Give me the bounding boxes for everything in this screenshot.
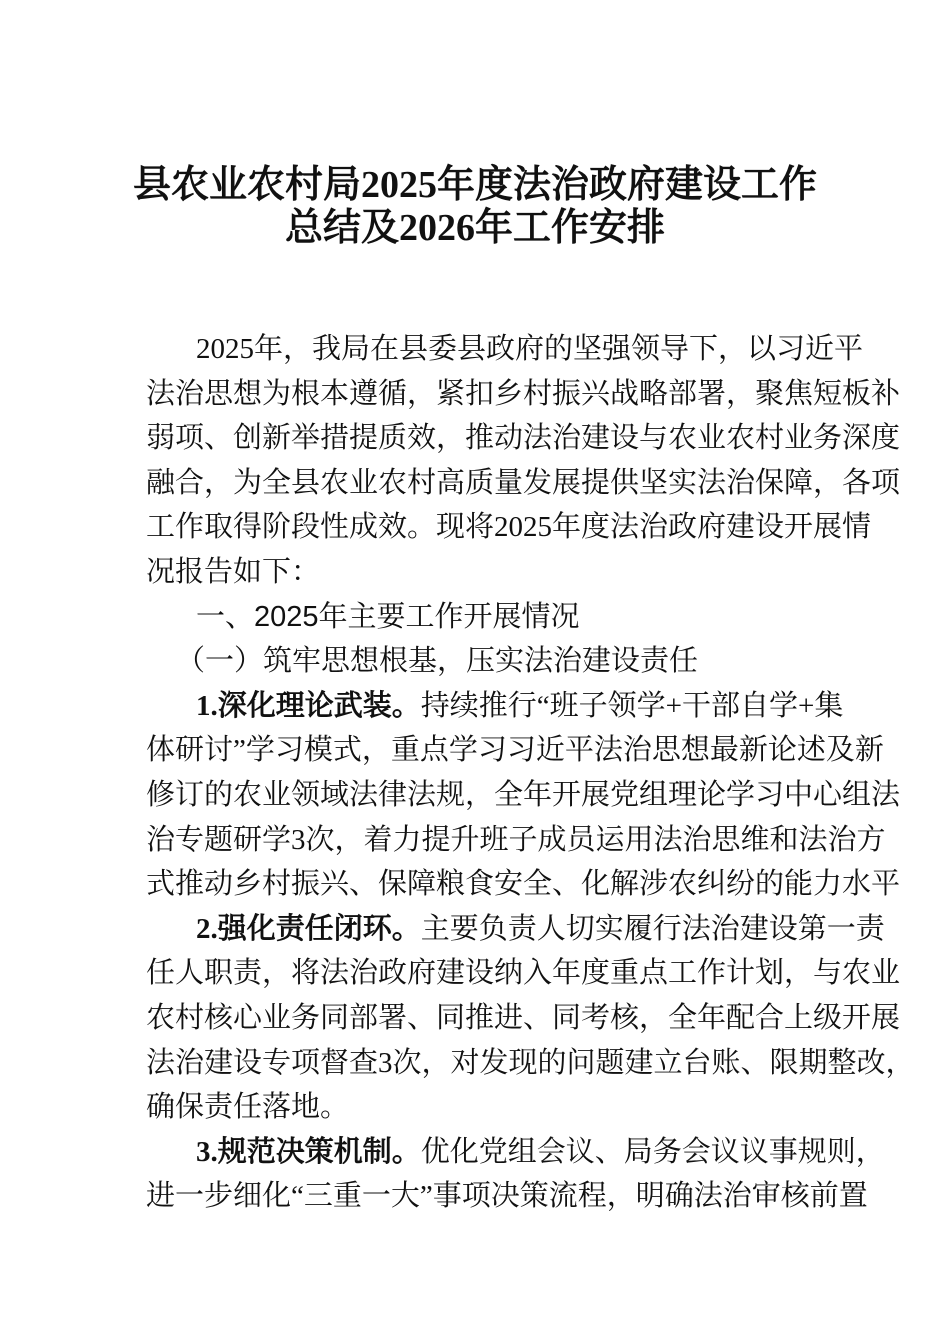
text-line	[146, 639, 810, 684]
line-text: 2025年，我局在县委县政府的坚强领导下，以习近平	[196, 333, 864, 365]
line-text: 修订的农业领域法律法规，全年开展党组理论学习中心组法	[146, 778, 901, 811]
line-text: 法治思想为根本遵循，紧扣乡村振兴战略部署，聚焦短板补	[146, 377, 901, 410]
text-line	[146, 1174, 868, 1219]
line-text: 况报告如下：	[146, 555, 321, 588]
item-lead: 2.强化责任闭环。	[196, 912, 421, 945]
text-line	[146, 461, 901, 506]
text-line	[146, 684, 844, 729]
text-line	[146, 416, 901, 461]
subsection-heading	[146, 639, 810, 684]
text-line	[146, 550, 810, 595]
document-title-line-1: 县农业农村局2025年度法治政府建设工作	[132, 164, 817, 206]
line-text: 弱项、创新举措提质效，推动法治建设与农业农村业务深度	[146, 422, 901, 455]
text-line	[146, 1085, 810, 1130]
line-text: 体研讨”学习模式，重点学习习近平法治思想最新论述及新	[146, 734, 884, 767]
paragraph	[146, 1130, 885, 1219]
line-text: 优化党组会议、局务会议议事规则，	[420, 1135, 885, 1168]
document-body	[146, 327, 915, 1219]
text-line	[146, 1130, 885, 1175]
section-heading	[146, 595, 810, 640]
text-line	[146, 951, 901, 996]
text-line	[146, 595, 810, 640]
text-line	[146, 996, 901, 1041]
text-line	[146, 1041, 915, 1086]
line-text: 治专题研学3次，着力提升班子成员运用法治思维和法治方	[146, 823, 886, 856]
line-text: 进一步细化“三重一大”事项决策流程，明确法治审核前置	[146, 1180, 868, 1213]
text-line	[146, 327, 864, 372]
item-lead: 3.规范决策机制。	[196, 1135, 421, 1168]
text-line	[146, 773, 901, 818]
line-text: 主要负责人切实履行法治建设第一责	[420, 912, 885, 945]
line-text: 确保责任落地。	[146, 1091, 350, 1124]
line-text: 持续推行“班子领学+干部自学+集	[420, 689, 844, 722]
text-line	[146, 728, 884, 773]
item-lead: 1.深化理论武装。	[196, 689, 421, 722]
document-title-line-2: 总结及2026年工作安排	[284, 207, 665, 249]
line-text: 农村核心业务同部署、同推进、同考核，全年配合上级开展	[146, 1001, 901, 1034]
line-text: （一）筑牢思想根基，压实法治建设责任	[176, 645, 699, 678]
paragraph	[146, 327, 901, 595]
text-line	[146, 862, 901, 907]
text-line	[146, 372, 901, 417]
line-text: 一、2025年主要工作开展情况	[196, 600, 580, 633]
text-line	[146, 505, 872, 550]
text-line	[146, 907, 885, 952]
text-line	[146, 818, 886, 863]
line-text: 式推动乡村振兴、保障粮食安全、化解涉农纠纷的能力水平	[146, 868, 901, 901]
paragraph	[146, 684, 901, 907]
line-text: 工作取得阶段性成效。现将2025年度法治政府建设开展情	[146, 511, 872, 544]
line-text: 法治建设专项督查3次，对发现的问题建立台账、限期整改，	[146, 1046, 915, 1079]
line-text: 融合，为全县农业农村高质量发展提供坚实法治保障，各项	[146, 466, 901, 499]
line-text: 任人职责，将法治政府建设纳入年度重点工作计划，与农业	[146, 957, 901, 990]
paragraph	[146, 907, 915, 1130]
